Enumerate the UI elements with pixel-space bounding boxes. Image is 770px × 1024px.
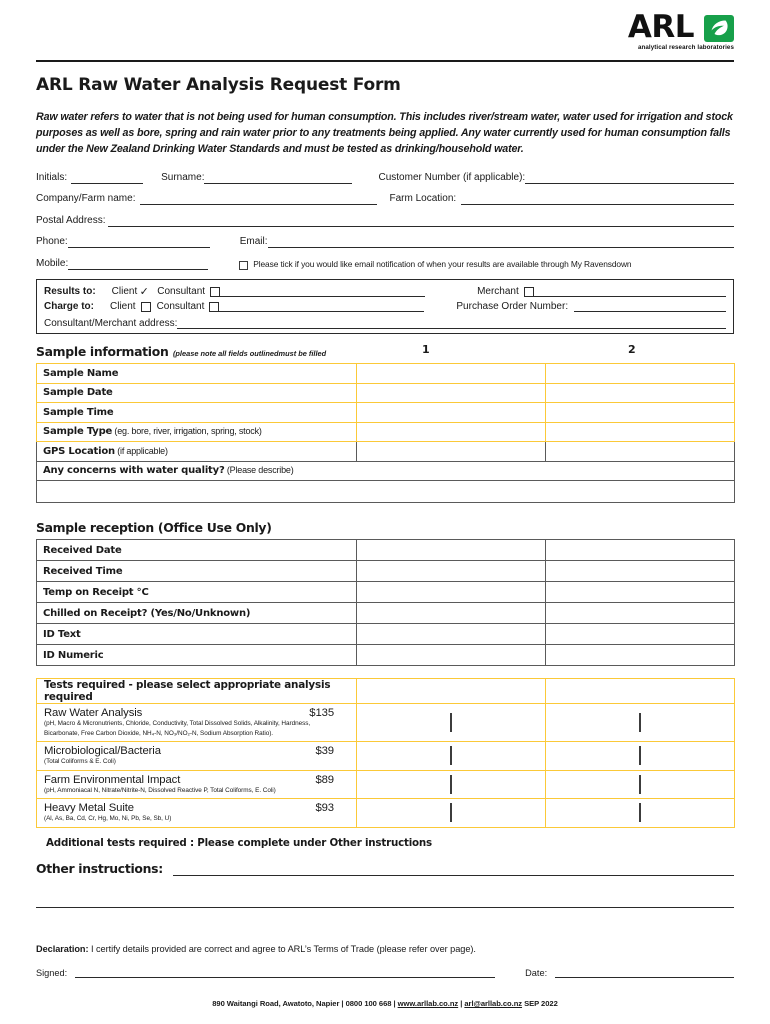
signed-input[interactable] [75, 967, 495, 978]
results-to-label: Results to: [44, 286, 96, 298]
heavy-metal-col1-checkbox[interactable] [450, 803, 452, 822]
test-heavy-metal-suite [37, 799, 357, 828]
row-label-id-text: ID Text [37, 624, 357, 645]
test-price-heavy-metal: $93 [315, 802, 334, 815]
farm-environmental-col1-cell[interactable] [357, 770, 546, 799]
brand-name: ARL [627, 8, 694, 45]
sample-reception-heading: Sample reception (Office Use Only) [36, 520, 272, 536]
charge-client-label: Client [110, 301, 136, 313]
test-sub-raw-water-1: (pH, Macro & Micronutrients, Chloride, Conductivity, Total Dissolved Solids, Alkalinity, Hardness, [44, 720, 311, 728]
sample-name-col1-input[interactable] [357, 364, 546, 384]
signed-label: Signed: [36, 968, 68, 979]
sample-column-2-header: 2 [628, 343, 636, 357]
table-row [37, 561, 735, 582]
results-merchant-input[interactable] [534, 286, 726, 297]
sample-type-hint: (eg. bore, river, irrigation, spring, stock) [112, 426, 262, 437]
sample-information-table [36, 363, 735, 503]
row-label-gps-location: GPS Location (if applicable) [37, 442, 357, 462]
row-company-farmlocation [36, 193, 734, 205]
consultant-merchant-address-label: Consultant/Merchant address: [44, 318, 178, 330]
sample-date-col1-input[interactable] [357, 383, 546, 403]
test-sub-farm-environmental: (pH, Ammoniacal N, Nitrate/Nitrite-N, Dissolved Reactive P, Total Coliforms, E. Coli) [44, 786, 276, 794]
footer [0, 999, 770, 1008]
row-label-received-time: Received Time [37, 561, 357, 582]
test-raw-water-analysis [37, 704, 357, 742]
date-input[interactable] [555, 967, 734, 978]
farm-environmental-col2-checkbox[interactable] [639, 775, 641, 794]
heavy-metal-col2-checkbox[interactable] [639, 803, 641, 822]
table-row [37, 742, 735, 771]
table-row [37, 770, 735, 799]
consultant-merchant-address-row [44, 318, 726, 329]
sample-time-col1-input[interactable] [357, 403, 546, 423]
charge-consultant-input[interactable] [219, 301, 424, 312]
tests-required-header: Tests required - please select appropriate analysis required [37, 679, 357, 704]
footer-sep-3: | [460, 999, 463, 1008]
table-row [37, 364, 735, 384]
test-price-raw-water: $135 [309, 707, 334, 720]
footer-website-link[interactable]: www.arllab.co.nz [397, 999, 459, 1008]
table-row [37, 481, 735, 503]
row-mobile-notification [36, 258, 734, 270]
initials-input[interactable] [71, 173, 143, 184]
sample-date-col2-input[interactable] [546, 383, 735, 403]
temp-on-receipt-col1-input[interactable] [357, 582, 546, 603]
purchase-order-label: Purchase Order Number: [456, 301, 569, 313]
test-microbiological [37, 742, 357, 771]
surname-label: Surname: [161, 171, 205, 183]
postal-address-input[interactable] [108, 216, 734, 227]
sample-information-heading: Sample information [36, 344, 169, 360]
charge-client-checkbox[interactable] [141, 302, 151, 312]
raw-water-col2-cell[interactable] [546, 704, 735, 742]
raw-water-col1-cell[interactable] [357, 704, 546, 742]
mobile-label: Mobile: [36, 257, 69, 269]
test-name-farm-environmental: Farm Environmental Impact [44, 773, 181, 786]
results-client-check-icon[interactable]: ✓ [139, 285, 149, 298]
table-row [37, 540, 735, 561]
other-instructions-input-2[interactable] [36, 896, 734, 908]
row-label-id-numeric: ID Numeric [37, 645, 357, 666]
results-consultant-input[interactable] [220, 286, 425, 297]
test-price-microbiological: $39 [315, 745, 334, 758]
footer-sep-2: | [393, 999, 396, 1008]
table-row [37, 704, 735, 742]
results-to-row [44, 285, 726, 298]
microbiological-col1-cell[interactable] [357, 742, 546, 771]
table-row [37, 603, 735, 624]
table-row [37, 383, 735, 403]
test-sub-raw-water-2: Bicarbonate, Free Carbon Dioxide, NH₄-N, NO₃/NO₂-N, Sodium Absorption Ratio). [44, 729, 274, 737]
arl-logo [627, 8, 734, 52]
row-label-received-date: Received Date [37, 540, 357, 561]
heavy-metal-col1-cell[interactable] [357, 799, 546, 828]
charge-consultant-checkbox[interactable] [209, 302, 219, 312]
gps-location-hint: (if applicable) [114, 445, 168, 456]
heavy-metal-col2-cell[interactable] [546, 799, 735, 828]
row-initials-surname-customer [36, 172, 734, 184]
other-instructions-row [36, 861, 734, 876]
row-label-sample-name: Sample Name [37, 364, 357, 384]
phone-input[interactable] [68, 237, 210, 248]
row-label-chilled-on-receipt: Chilled on Receipt? (Yes/No/Unknown) [37, 603, 357, 624]
concerns-hint: (Please describe) [224, 465, 294, 476]
sample-name-col2-input[interactable] [546, 364, 735, 384]
test-price-farm-environmental: $89 [315, 773, 334, 786]
table-row [37, 582, 735, 603]
microbiological-col2-cell[interactable] [546, 742, 735, 771]
test-farm-environmental-impact [37, 770, 357, 799]
footer-email-link[interactable]: arl@arllab.co.nz [464, 999, 523, 1008]
sample-reception-table [36, 539, 735, 666]
gps-location-col2-input[interactable] [546, 442, 735, 462]
customer-number-input[interactable] [525, 173, 734, 184]
results-consultant-checkbox[interactable] [210, 287, 220, 297]
additional-tests-note: Additional tests required : Please complete under Other instructions [46, 837, 432, 850]
signature-row [36, 967, 734, 978]
microbiological-col2-checkbox[interactable] [639, 746, 641, 765]
postal-address-label: Postal Address: [36, 214, 106, 226]
test-name-heavy-metal: Heavy Metal Suite [44, 802, 134, 815]
farm-location-label: Farm Location: [389, 193, 457, 205]
declaration-text [36, 944, 734, 954]
phone-label: Phone: [36, 236, 68, 248]
email-label: Email: [239, 236, 268, 248]
sample-type-col1-input[interactable] [357, 422, 546, 442]
contact-fields [36, 172, 734, 270]
logo-bar [36, 0, 734, 56]
leaf-icon [704, 15, 734, 42]
charge-consultant-label: Consultant [156, 301, 205, 313]
results-merchant-checkbox[interactable] [524, 287, 534, 297]
row-phone-email [36, 236, 734, 248]
purchase-order-input[interactable] [574, 301, 726, 312]
customer-number-label: Customer Number (if applicable): [378, 171, 526, 183]
test-sub-microbiological: (Total Coliforms & E. Coli) [44, 758, 116, 766]
row-label-sample-type: Sample Type (eg. bore, river, irrigation, spring, stock) [37, 422, 357, 442]
date-label: Date: [525, 968, 548, 979]
row-label-water-quality-concerns: Any concerns with water quality? (Please describe) [37, 461, 735, 481]
consultant-merchant-address-input[interactable] [177, 318, 726, 329]
other-instructions-label: Other instructions: [36, 861, 163, 877]
tests-header-col2 [546, 679, 735, 704]
footer-sep-1: | [341, 999, 344, 1008]
results-merchant-label: Merchant [477, 286, 519, 298]
table-row [37, 403, 735, 423]
test-name-raw-water: Raw Water Analysis [44, 707, 143, 720]
intro-paragraph: Raw water refers to water that is not being used for human consumption. This includes river/stream water, water used for irrigation and stock purposes as well as bore, spring and rain water prior to any treatments being applied. Any water currently used for human consumption falls under the New Zealand Drinking Water Standards and must be tested as drinking/household water. [36, 111, 733, 156]
footer-revision: SEP 2022 [524, 999, 558, 1008]
header-divider [36, 60, 734, 62]
results-charge-box [36, 279, 734, 334]
farm-environmental-col2-cell[interactable] [546, 770, 735, 799]
gps-location-col1-input[interactable] [357, 442, 546, 462]
sample-information-header [36, 343, 734, 363]
chilled-on-receipt-col2-input[interactable] [546, 603, 735, 624]
farm-location-input[interactable] [461, 194, 734, 205]
water-quality-concerns-input[interactable] [37, 481, 735, 503]
row-postal-address [36, 215, 734, 227]
received-date-col2-input[interactable] [546, 540, 735, 561]
footer-phone: 0800 100 668 [345, 999, 392, 1008]
company-farm-name-input[interactable] [140, 194, 377, 205]
test-sub-heavy-metal: (Al, As, Ba, Cd, Cr, Hg, Mo, Ni, Pb, Se, Sb, U) [44, 815, 172, 823]
raw-water-col2-checkbox[interactable] [639, 713, 641, 732]
surname-input[interactable] [204, 173, 352, 184]
id-numeric-col1-input[interactable] [357, 645, 546, 666]
results-consultant-label: Consultant [157, 286, 206, 298]
email-notification-label: Please tick if you would like email notification of when your results are available through My Ravensdown [253, 258, 632, 269]
declaration-body: I certify details provided are correct and agree to ARL’s Terms of Trade (please refer over page). [88, 944, 476, 955]
footer-address: 890 Waitangi Road, Awatoto, Napier [212, 999, 340, 1008]
table-row [37, 645, 735, 666]
email-input[interactable] [268, 237, 735, 248]
table-row [37, 422, 735, 442]
tests-required-table [36, 678, 735, 828]
table-row [37, 442, 735, 462]
temp-on-receipt-col2-input[interactable] [546, 582, 735, 603]
received-time-col1-input[interactable] [357, 561, 546, 582]
sample-information-note: (please note all fields outlinedmust be filled [172, 349, 327, 359]
initials-label: Initials: [36, 171, 68, 183]
sample-column-1-header: 1 [422, 343, 430, 357]
table-row [37, 799, 735, 828]
company-farm-name-label: Company/Farm name: [36, 193, 136, 205]
table-row [37, 624, 735, 645]
sample-time-col2-input[interactable] [546, 403, 735, 423]
raw-water-col1-checkbox[interactable] [450, 713, 452, 732]
table-row [37, 461, 735, 481]
chilled-on-receipt-col1-input[interactable] [357, 603, 546, 624]
email-notification-checkbox[interactable] [239, 261, 248, 270]
charge-to-row [44, 300, 726, 313]
page-title: ARL Raw Water Analysis Request Form [36, 75, 401, 95]
received-date-col1-input[interactable] [357, 540, 546, 561]
charge-to-label: Charge to: [44, 301, 94, 313]
id-text-col1-input[interactable] [357, 624, 546, 645]
microbiological-col1-checkbox[interactable] [450, 746, 452, 765]
row-label-sample-time: Sample Time [37, 403, 357, 423]
table-row [37, 679, 735, 704]
brand-tagline: analytical research laboratories [637, 44, 734, 52]
tests-header-col1 [357, 679, 546, 704]
test-name-microbiological: Microbiological/Bacteria [44, 745, 161, 758]
results-client-label: Client [111, 286, 138, 298]
other-instructions-input-1[interactable] [173, 864, 734, 876]
farm-environmental-col1-checkbox[interactable] [450, 775, 452, 794]
received-time-col2-input[interactable] [546, 561, 735, 582]
sample-type-col2-input[interactable] [546, 422, 735, 442]
declaration-bold-label: Declaration: [36, 944, 89, 955]
id-text-col2-input[interactable] [546, 624, 735, 645]
row-label-temp-on-receipt: Temp on Receipt °C [37, 582, 357, 603]
mobile-input[interactable] [68, 259, 208, 270]
id-numeric-col2-input[interactable] [546, 645, 735, 666]
row-label-sample-date: Sample Date [37, 383, 357, 403]
